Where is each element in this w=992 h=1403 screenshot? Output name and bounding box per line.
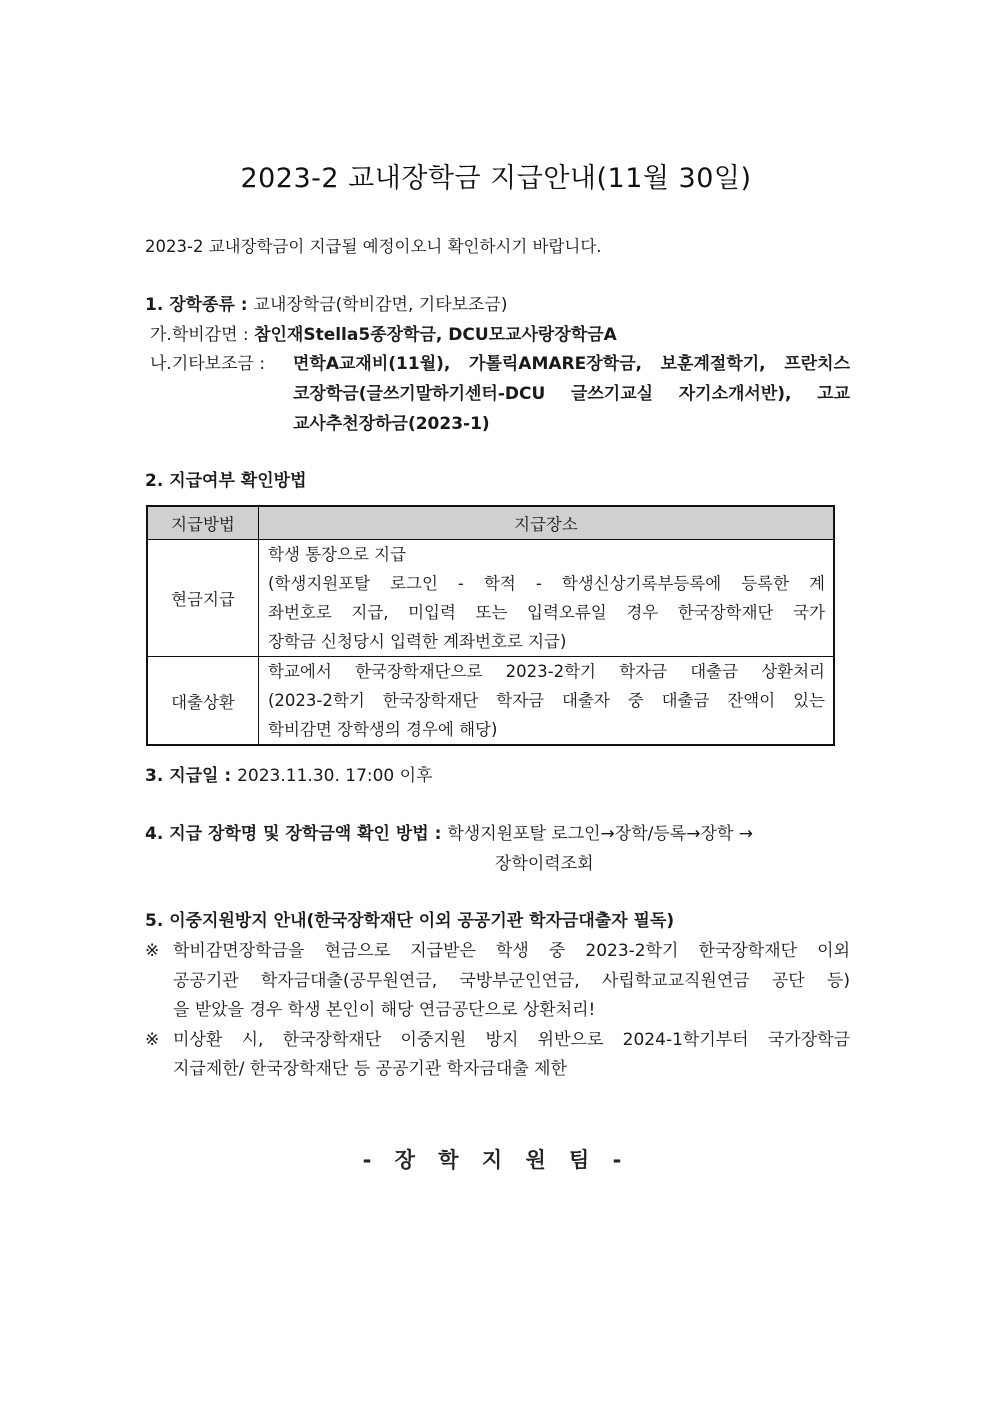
cell-line: 좌번호로 지급, 미입력 또는 입력오류일 경우 한국장학재단 국가 bbox=[268, 603, 825, 622]
team-signature: - 장 학 지 원 팀 - bbox=[362, 1148, 630, 1172]
cell-line: 학비감면 장학생의 경우에 해당) bbox=[268, 720, 498, 739]
note-1-line-3: 을 받았을 경우 학생 본인이 해당 연금공단으로 상환처리! bbox=[173, 1000, 596, 1020]
section-2-heading: 2. 지급여부 확인방법 bbox=[145, 471, 307, 491]
cell-line: 장학금 신청당시 입력한 계좌번호로 지급) bbox=[268, 632, 567, 651]
cell-line: 학생 통장으로 지급 bbox=[268, 545, 407, 564]
note-1-line-1: 학비감면장학금을 현금으로 지급받은 학생 중 2023-2학기 한국장학재단 이외 bbox=[173, 941, 850, 961]
section-4-value-2: 장학이력조회 bbox=[495, 854, 594, 874]
item-b-line-2: 코장학금(글쓰기말하기센터-DCU 글쓰기교실 자기소개서반), 고교 bbox=[293, 384, 850, 404]
cell-line: (학생지원포탈 로그인 - 학적 - 학생신상기록부등록에 등록한 계 bbox=[268, 574, 825, 593]
section-4 bbox=[145, 823, 753, 845]
note-1-line-2: 공공기관 학자금대출(공무원연금, 국방부군인연금, 사립학교교직원연금 공단 등) bbox=[173, 971, 850, 991]
section-5-heading: 5. 이중지원방지 안내(한국장학재단 이외 공공기관 학자금대출자 필독) bbox=[145, 911, 675, 931]
payment-method-table bbox=[146, 505, 835, 746]
note-mark-icon: ※ bbox=[145, 1030, 160, 1050]
section-4-value-1: 학생지원포탈 로그인→장학/등록→장학 → bbox=[447, 824, 753, 844]
item-a-value: 참인재Stella5종장학금, DCU모교사랑장학금A bbox=[254, 325, 617, 345]
cell-line: (2023-2학기 한국장학재단 학자금 대출자 중 대출금 잔액이 있는 bbox=[268, 691, 825, 710]
section-4-heading: 4. 지급 장학명 및 장학금액 확인 방법 : bbox=[145, 824, 448, 844]
section-1-item-a bbox=[150, 324, 617, 346]
table-cell-place bbox=[259, 657, 835, 746]
table-header-method: 지급방법 bbox=[147, 506, 259, 540]
section-1-value: 교내장학금(학비감면, 기타보조금) bbox=[253, 295, 508, 315]
cell-line: 학교에서 한국장학재단으로 2023-2학기 학자금 대출금 상환처리 bbox=[268, 662, 825, 681]
note-2-line-2: 지급제한/ 한국장학재단 등 공공기관 학자금대출 제한 bbox=[173, 1059, 568, 1079]
table-header-place: 지급장소 bbox=[259, 506, 835, 540]
item-b-label: 나.기타보조금 : bbox=[150, 354, 266, 374]
section-3-heading: 3. 지급일 : bbox=[145, 766, 238, 786]
table-cell-place bbox=[259, 540, 835, 657]
section-1 bbox=[145, 294, 508, 316]
page-title: 2023-2 교내장학금 지급안내(11월 30일) bbox=[240, 163, 752, 194]
section-3-value: 2023.11.30. 17:00 이후 bbox=[237, 766, 433, 786]
item-b-line-3: 교사추천장하금(2023-1) bbox=[293, 414, 490, 434]
section-1-heading: 1. 장학종류 : bbox=[145, 295, 254, 315]
table-cell-method: 대출상환 bbox=[147, 657, 259, 746]
intro-text: 2023-2 교내장학금이 지급될 예정이오니 확인하시기 바랍니다. bbox=[145, 237, 602, 256]
item-a-label: 가.학비감면 : bbox=[150, 325, 255, 345]
note-2-line-1: 미상환 시, 한국장학재단 이중지원 방지 위반으로 2024-1학기부터 국가장학금 bbox=[173, 1030, 850, 1050]
table-row bbox=[147, 540, 834, 657]
table-header-row bbox=[147, 506, 834, 540]
section-3 bbox=[145, 765, 433, 787]
table-cell-method: 현금지급 bbox=[147, 540, 259, 657]
note-mark-icon: ※ bbox=[145, 941, 160, 961]
table-row bbox=[147, 657, 834, 746]
item-b-line-1: 면학A교재비(11월), 가톨릭AMARE장학금, 보훈계절학기, 프란치스 bbox=[293, 354, 850, 374]
